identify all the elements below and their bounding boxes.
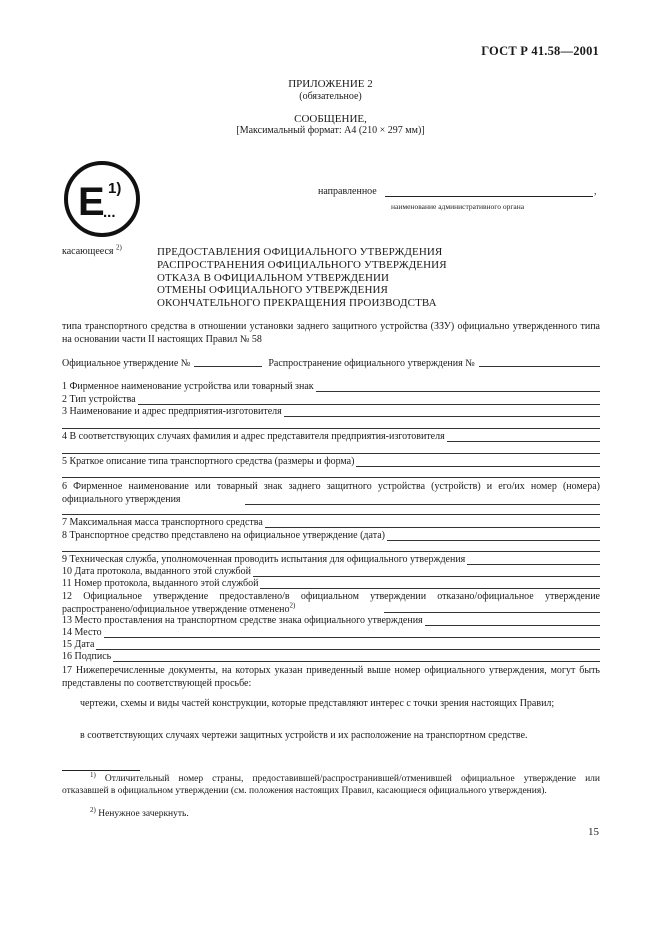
option-grant: ПРЕДОСТАВЛЕНИЯ ОФИЦИАЛЬНОГО УТВЕРЖДЕНИЯ	[157, 246, 443, 258]
approval-number-field[interactable]	[194, 366, 262, 367]
item-9-field[interactable]	[467, 564, 600, 565]
item-1: 1 Фирменное наименование устройства или товарный знак	[62, 381, 600, 394]
item-2: 2 Тип устройства	[62, 394, 600, 407]
item-5: 5 Краткое описание типа транспортного средства (размеры и форма)	[62, 456, 600, 469]
footnote-divider	[62, 770, 140, 771]
item-1-field[interactable]	[316, 391, 600, 392]
extension-number-field[interactable]	[479, 366, 600, 367]
item-16: 16 Подпись	[62, 651, 600, 664]
item-16-field[interactable]	[113, 661, 600, 662]
item-3-field[interactable]	[284, 416, 600, 417]
intro-paragraph: типа транспортного средства в отношении установки заднего защитного устройства (ЗЗУ) официально утвержденного типа на основании части II настоящих Правил № 58	[62, 321, 600, 346]
item-10-field[interactable]	[253, 576, 600, 577]
footnote-2: $^{2)}$ Ненужное зачеркнуть.	[90, 805, 189, 819]
option-extension: РАСПРОСТРАНЕНИЯ ОФИЦИАЛЬНОГО УТВЕРЖДЕНИЯ	[157, 259, 447, 271]
annex-title: ПРИЛОЖЕНИЕ 2	[288, 78, 373, 90]
footnote-1: $^{1)}$ Отличительный номер страны, предоставившей/распространившей/отменившей официальное утверждение или отказавшей в официальном утверждении (см. положения настоящих Правил, касающиеся официального утверждения).	[62, 770, 600, 797]
item-6-field[interactable]	[245, 504, 600, 505]
item-5-field[interactable]	[356, 466, 600, 467]
item-13-field[interactable]	[425, 625, 600, 626]
item-8: 8 Транспортное средство представлено на официальное утверждение (дата)	[62, 530, 600, 543]
emark-letter: E	[78, 180, 105, 224]
standard-code: ГОСТ Р 41.58—2001	[481, 44, 599, 58]
emark-footnote-ref: 1)	[108, 180, 122, 197]
option-withdrawal: ОТМЕНЫ ОФИЦИАЛЬНОГО УТВЕРЖДЕНИЯ	[157, 284, 388, 296]
item-11: 11 Номер протокола, выданного этой службой	[62, 578, 600, 591]
annex-subtitle: (обязательное)	[299, 91, 362, 102]
item-15-field[interactable]	[96, 649, 600, 650]
item-3-continuation[interactable]	[62, 428, 600, 429]
item-8-continuation[interactable]	[62, 551, 600, 552]
item-6-continuation[interactable]	[62, 514, 600, 515]
option-discontinuation: ОКОНЧАТЕЛЬНОГО ПРЕКРАЩЕНИЯ ПРОИЗВОДСТВА	[157, 297, 437, 309]
item-2-field[interactable]	[138, 404, 600, 405]
footnote-ref: 2)	[115, 243, 122, 252]
item-7-field[interactable]	[265, 527, 600, 528]
docs-protective-devices: в соответствующих случаях чертежи защитных устройств и их расположение на транспортном средстве.	[80, 730, 528, 741]
item-17: 17 Нижеперечисленные документы, на которых указан приведенный выше номер официального утверждения, могут быть представлены по соответствующей просьбе:	[62, 665, 600, 690]
item-12-field[interactable]	[384, 612, 600, 613]
item-4-continuation[interactable]	[62, 453, 600, 454]
concerning-label: касающееся $^{2)}$	[62, 243, 122, 257]
approval-number-label: Официальное утверждение №	[62, 358, 191, 369]
page-number: 15	[588, 826, 599, 838]
message-title: СООБЩЕНИЕ,	[294, 113, 367, 125]
item-3: 3 Наименование и адрес предприятия-изготовителя	[62, 406, 600, 419]
item-12: 12 Официальное утверждение предоставлено/в официальном утверждении отказано/официальное утверждение распространено/официальное утверждение отменено$^{2)}$	[62, 591, 600, 616]
approval-numbers-row	[62, 358, 600, 369]
item-4: 4 В соответствующих случаях фамилия и адрес представителя предприятия-изготовителя	[62, 431, 600, 444]
option-refusal: ОТКАЗА В ОФИЦИАЛЬНОМ УТВЕРЖДЕНИИ	[157, 272, 390, 284]
sent-to-caption: наименование административного органа	[391, 202, 525, 211]
emark-dots: ...	[103, 204, 116, 221]
item-4-field[interactable]	[447, 441, 600, 442]
item-8-field[interactable]	[387, 540, 600, 541]
docs-drawings: чертежи, схемы и виды частей конструкции, которые представляют интерес с точки зрения настоящих Правил;	[80, 698, 555, 709]
item-7: 7 Максимальная масса транспортного средства	[62, 517, 600, 530]
item-15: 15 Дата	[62, 639, 600, 652]
extension-number-label: Распространение официального утверждения №	[268, 358, 475, 369]
sent-to-comma: ,	[594, 186, 597, 197]
item-13: 13 Место проставления на транспортном средстве знака официального утверждения	[62, 615, 600, 628]
item-14-field[interactable]	[104, 637, 600, 638]
item-14: 14 Место	[62, 627, 600, 640]
item-5-continuation[interactable]	[62, 477, 600, 478]
item-6: 6 Фирменное наименование или товарный знак заднего защитного устройства (устройств) и его/их номер (номера) официального утверждения	[62, 481, 600, 506]
footnote-ref: 2)	[289, 601, 296, 610]
item-10: 10 Дата протокола, выданного этой службой	[62, 566, 600, 579]
approval-mark-icon	[62, 159, 142, 239]
sent-to-field[interactable]	[385, 196, 593, 197]
item-11-field[interactable]	[260, 588, 600, 589]
sent-to-label: направленное	[318, 186, 377, 197]
format-note: [Максимальный формат: А4 (210 × 297 мм)]	[236, 125, 425, 136]
item-9: 9 Техническая служба, уполномоченная проводить испытания для официального утверждения	[62, 554, 600, 567]
